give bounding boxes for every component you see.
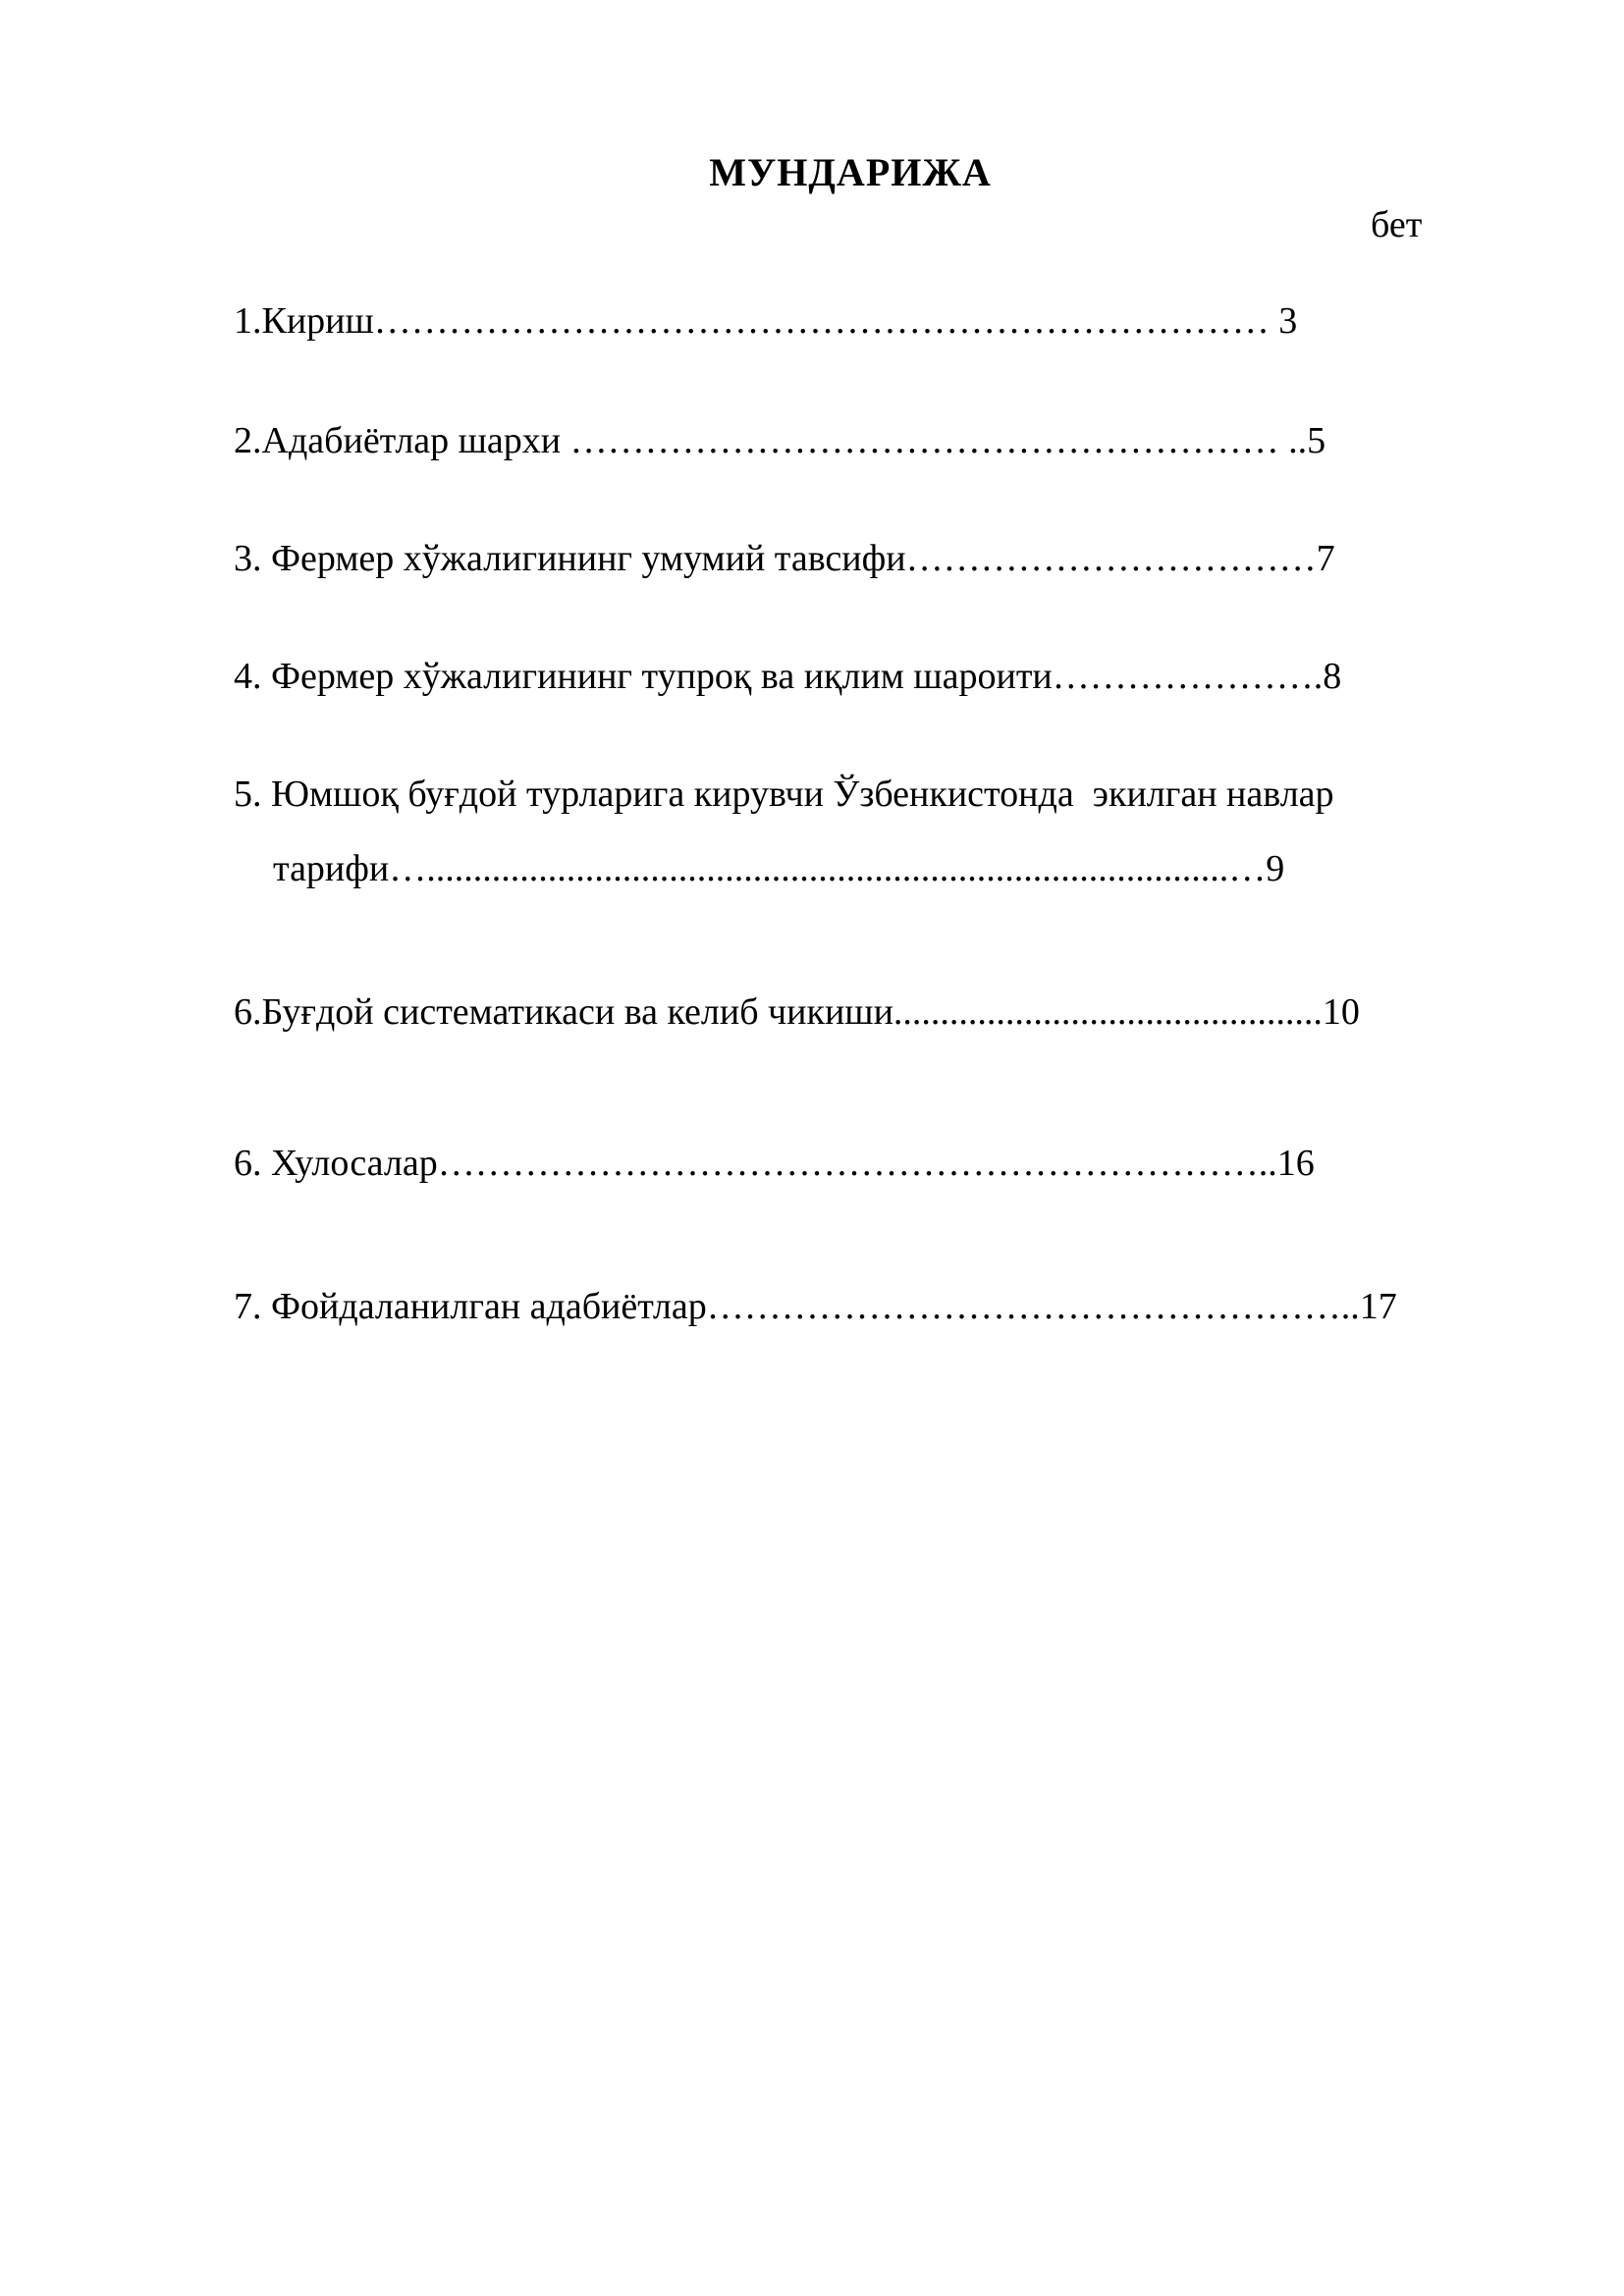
toc-entry-page: 10 (1322, 991, 1360, 1033)
toc-entry-4 (234, 658, 1341, 695)
toc-entry-1 (234, 302, 1297, 340)
toc-entry-label: 5. Юмшоқ буғдой турларига кирувчи Ўзбенкистонда экилган навлар (234, 774, 1334, 815)
toc-title: МУНДАРИЖА (709, 150, 992, 194)
toc-entry-page: 8 (1323, 656, 1342, 697)
page-column-header: бет (1371, 204, 1423, 245)
toc-entry-6 (234, 993, 1360, 1031)
toc-entry-page: 3 (1269, 300, 1298, 342)
toc-entry-page: ..5 (1278, 420, 1326, 461)
toc-entry-page: 9 (1266, 848, 1285, 889)
toc-entry-label: 2.Адабиётлар шархи (234, 420, 562, 461)
toc-entry-leader: ………………………………………………… (561, 420, 1279, 461)
toc-entry-5-continuation (273, 850, 1284, 887)
toc-entry-label: 1.Кириш (234, 300, 374, 342)
toc-entry-leader: …………………………… (905, 538, 1317, 579)
toc-entry-page: 7 (1316, 538, 1335, 579)
toc-entry-7 (234, 1145, 1315, 1182)
toc-entry-label: тарифи (273, 848, 390, 889)
toc-entry-leader: …......................................................................................… (389, 848, 1267, 889)
toc-entry-label: 7. Фойдаланилган адабиётлар (234, 1286, 707, 1327)
toc-entry-leader: .............................................. (893, 991, 1323, 1033)
toc-entry-leader: ………………………………………………………….. (437, 1143, 1277, 1184)
toc-entry-3 (234, 540, 1335, 577)
toc-entry-label: 3. Фермер хўжалигининг умумий тавсифи (234, 538, 906, 579)
toc-entry-5 (234, 775, 1334, 813)
toc-entry-leader: ……………………………………………………………… (373, 300, 1270, 342)
toc-entry-page: 16 (1276, 1143, 1315, 1184)
toc-entry-label: 6.Буғдой систематикаси ва келиб чикиши (234, 991, 893, 1033)
toc-entry-2 (234, 422, 1326, 459)
toc-entry-label: 4. Фермер хўжалигининг тупроқ ва иқлим шароити (234, 656, 1053, 697)
toc-entry-8 (234, 1288, 1397, 1325)
toc-entry-page: 17 (1359, 1286, 1397, 1327)
toc-entry-label: 6. Хулосалар (234, 1143, 438, 1184)
toc-entry-leader: …………………………………………….. (706, 1286, 1360, 1327)
toc-entry-leader: …………………. (1052, 656, 1324, 697)
